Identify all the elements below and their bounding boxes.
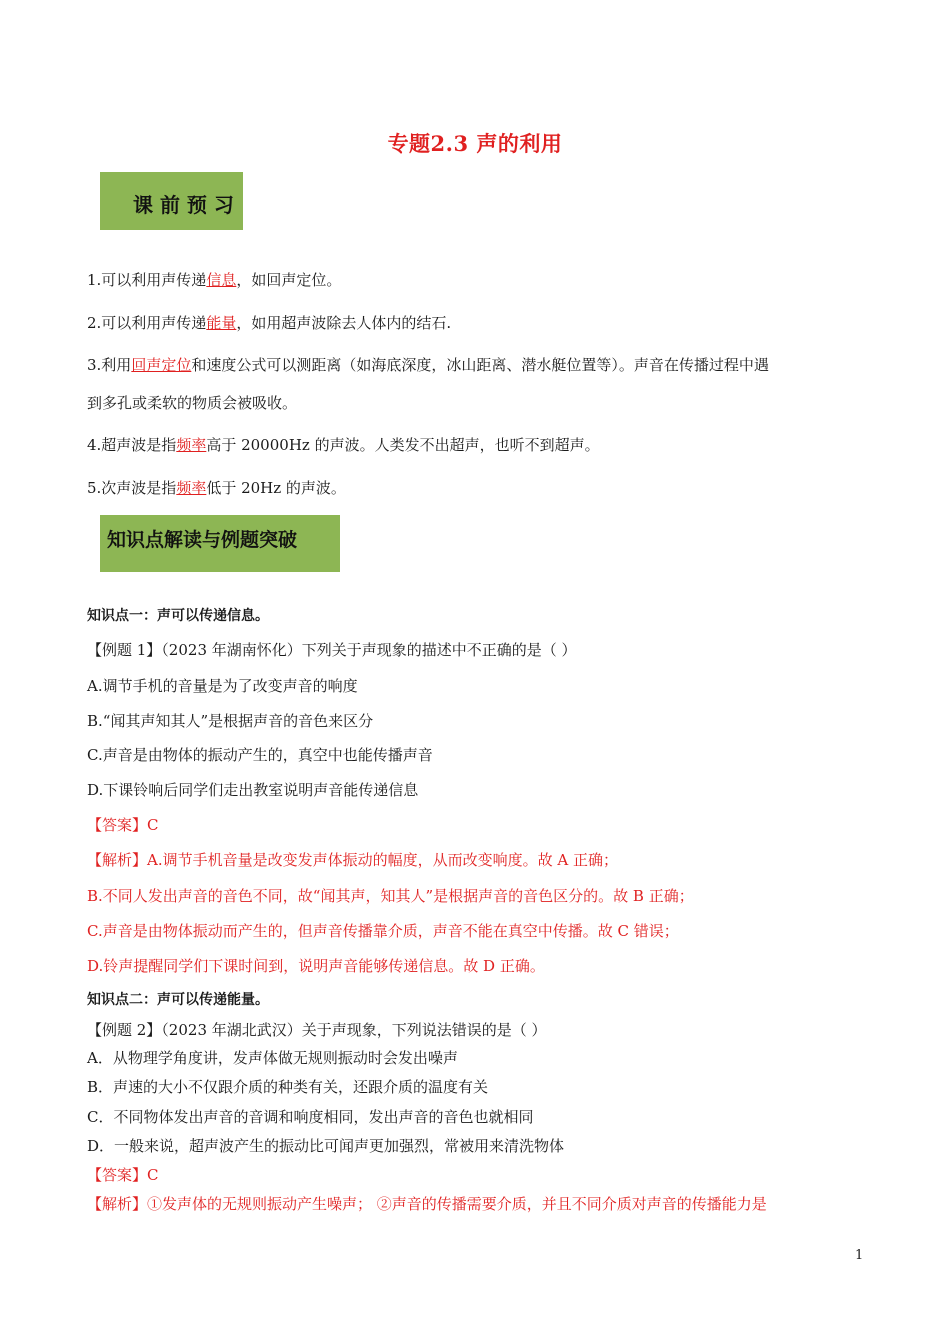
preview-item-4: 4.超声波是指频率高于 20000Hz 的声波。人类发不出超声，也听不到超声。 xyxy=(87,436,600,454)
example-1-analysis-line: 【解析】A.调节手机音量是改变发声体振动的幅度，从而改变响度。故 A 正确； xyxy=(87,851,618,869)
section-banner-label: 课 前 预 习 xyxy=(133,193,234,217)
example-2-answer: 【答案】C xyxy=(87,1166,159,1184)
answer-blank: 信息 xyxy=(206,271,237,289)
example-1-analysis-line: C.声音是由物体振动而产生的，但声音传播靠介质，声音不能在真空中传播。故 C 错误； xyxy=(87,922,679,940)
knowledge-point-1-heading: 知识点一：声可以传递信息。 xyxy=(87,608,269,624)
preview-item-2: 2.可以利用声传递能量，如用超声波除去人体内的结石. xyxy=(87,314,452,332)
preview-item-3: 3.利用回声定位和速度公式可以测距离（如海底深度，冰山距离、潜水艇位置等）。声音在传播过程中遇 xyxy=(87,356,769,374)
example-2-question: 【例题 2】（2023 年湖北武汉）关于声现象，下列说法错误的是（ ） xyxy=(87,1021,547,1039)
preview-item-1: 1.可以利用声传递信息，如回声定位。 xyxy=(87,271,342,289)
section-banner-label: 知识点解读与例题突破 xyxy=(107,529,298,551)
preview-item-3-line2: 到多孔或柔软的物质会被吸收。 xyxy=(87,394,298,412)
example-2-option-a: A．从物理学角度讲，发声体做无规则振动时会发出噪声 xyxy=(87,1049,458,1067)
answer-blank: 回声定位 xyxy=(131,356,192,374)
preview-item-5: 5.次声波是指频率低于 20Hz 的声波。 xyxy=(87,479,346,497)
answer-blank: 频率 xyxy=(176,436,207,454)
page-title: 专题2.3 声的利用 xyxy=(387,131,563,156)
example-2-option-b: B．声速的大小不仅跟介质的种类有关，还跟介质的温度有关 xyxy=(87,1078,489,1096)
example-1-option-d: D.下课铃响后同学们走出教室说明声音能传递信息 xyxy=(87,781,419,799)
example-1-answer: 【答案】C xyxy=(87,816,159,834)
example-1-analysis-line: B.不同人发出声音的音色不同，故“闻其声，知其人”是根据声音的音色区分的。故 B 正确； xyxy=(87,887,694,905)
example-2-option-d: D．一般来说，超声波产生的振动比可闻声更加强烈，常被用来清洗物体 xyxy=(87,1137,565,1155)
page-number: 1 xyxy=(855,1248,864,1263)
section-banner-preview xyxy=(100,172,243,230)
example-1-question: 【例题 1】（2023 年湖南怀化）下列关于声现象的描述中不正确的是（ ） xyxy=(87,641,577,659)
example-1-option-b: B.“闻其声知其人”是根据声音的音色来区分 xyxy=(87,712,374,730)
answer-blank: 频率 xyxy=(176,479,207,497)
example-2-option-c: C．不同物体发出声音的音调和响度相同，发出声音的音色也就相同 xyxy=(87,1108,534,1126)
example-1-option-a: A.调节手机的音量是为了改变声音的响度 xyxy=(87,677,358,695)
knowledge-point-2-heading: 知识点二：声可以传递能量。 xyxy=(87,992,269,1008)
section-banner-knowledge xyxy=(100,515,340,572)
example-2-analysis: 【解析】①发声体的无规则振动产生噪声； ②声音的传播需要介质，并且不同介质对声音的传播能力是 xyxy=(87,1195,767,1213)
example-1-analysis-line: D.铃声提醒同学们下课时间到，说明声音能够传递信息。故 D 正确。 xyxy=(87,957,545,975)
example-1-option-c: C.声音是由物体的振动产生的，真空中也能传播声音 xyxy=(87,746,433,764)
answer-blank: 能量 xyxy=(206,314,237,332)
